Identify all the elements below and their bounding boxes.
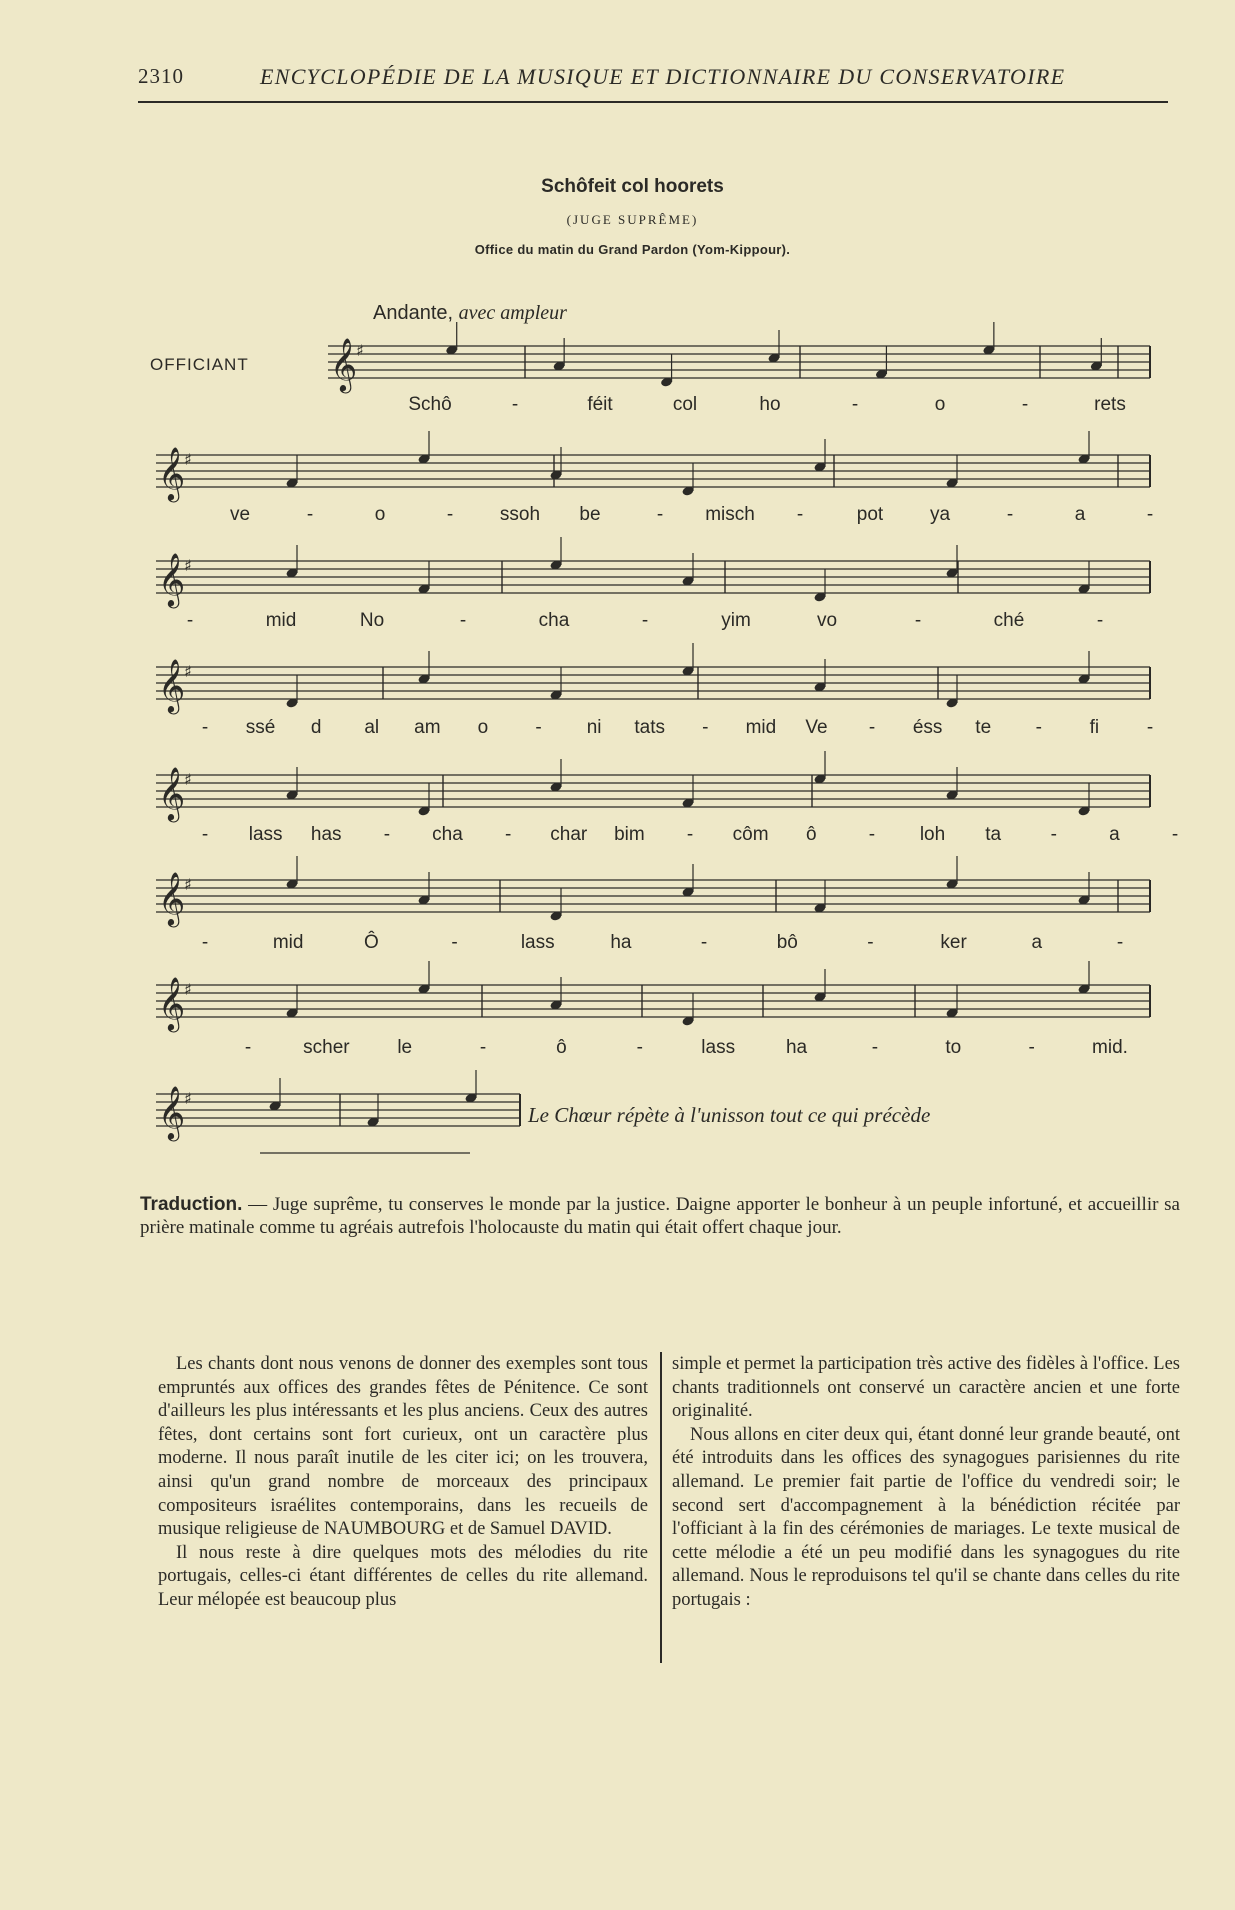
lyric-syllable: - (1006, 504, 1014, 525)
lyric-syllable: le (397, 1037, 413, 1058)
left-paragraph-2: Il nous reste à dire quelques mots des mélodies du rite portugais, celles-ci étant différentes de celles du rite allemand. Leur mélopée est beaucoup plus (158, 1542, 648, 1610)
lyric-syllable: - (306, 504, 314, 525)
lyric-syllable: - (201, 717, 209, 738)
lyric-syllable: - (1021, 394, 1029, 415)
treble-clef-icon: 𝄞 (158, 871, 186, 925)
tempo-plain: Andante, (373, 302, 454, 324)
lyric-syllable: ô (556, 1037, 567, 1058)
column-right (672, 1353, 1180, 1613)
lyric-syllable: al (364, 717, 380, 738)
lyric-syllable: - (851, 394, 859, 415)
lyric-syllable: - (459, 610, 467, 631)
lyric-syllable: - (656, 504, 664, 525)
lyric-syllable: féit (587, 394, 613, 415)
lyric-syllable: côm (732, 824, 769, 845)
lyric-syllable: - (535, 717, 542, 738)
lyric-syllable: mid (265, 610, 297, 631)
lyric-syllable: bim (614, 824, 645, 845)
lyric-syllable: a (1074, 504, 1086, 525)
lyric-syllable: o (477, 717, 489, 738)
column-divider (660, 1352, 662, 1663)
lyric-syllable: ni (586, 717, 602, 738)
lyric-syllable: - (1096, 610, 1104, 631)
translation-label: Traduction. (140, 1194, 243, 1215)
treble-clef-icon: 𝄞 (158, 1085, 186, 1139)
tempo-italic: avec ampleur (458, 302, 567, 324)
lyric-syllable: - (511, 394, 519, 415)
lyric-syllable: - (641, 610, 649, 631)
lyric-syllable: - (686, 824, 694, 845)
lyric-syllable: - (868, 824, 876, 845)
lyric-syllable: - (383, 824, 391, 845)
translation-paragraph (140, 1193, 1180, 1239)
key-signature: ♯ (184, 662, 192, 681)
lyric-syllable: am (414, 717, 441, 738)
lyric-syllable: - (868, 717, 876, 738)
lyric-syllable: has (310, 824, 342, 845)
lyric-syllable: - (1171, 824, 1179, 845)
lyric-syllable: te (975, 717, 992, 738)
treble-clef-icon: 𝄞 (330, 337, 358, 391)
lyric-syllable: cha (432, 824, 463, 845)
right-paragraph-1: simple et permet la participation très active des fidèles à l'office. Les chants traditionnels ont conservé un caractère ancien et une forte originalité. (672, 1354, 1180, 1422)
lyric-syllable: ô (805, 824, 817, 845)
lyric-syllable: - (1116, 932, 1124, 953)
lyric-syllable: to (945, 1037, 962, 1058)
key-signature: ♯ (184, 450, 192, 469)
lyric-syllable: - (1050, 824, 1057, 845)
lyric-syllable: - (867, 932, 874, 953)
treble-clef-icon: 𝄞 (158, 446, 186, 500)
lyric-syllable: - (201, 824, 209, 845)
key-signature: ♯ (184, 875, 192, 894)
lyric-syllable: mid (272, 932, 304, 953)
lyric-syllable: - (700, 932, 708, 953)
lyric-syllable: ssé (245, 717, 276, 738)
lyric-syllable: cha (538, 610, 570, 631)
lyric-syllable: éss (912, 717, 943, 738)
lyric-syllable: o (934, 394, 946, 415)
lyric-syllable: mid (745, 717, 777, 738)
lyric-syllable: ha (785, 1037, 808, 1058)
voice-label: OFFICIANT (150, 355, 249, 374)
lyric-syllable: - (451, 932, 458, 953)
lyric-syllable: - (1028, 1037, 1035, 1058)
treble-clef-icon: 𝄞 (158, 766, 186, 820)
translation-text: — Juge suprême, tu conserves le monde par la justice. Daigne apporter le bonheur à un peuple infortuné, et accueillir sa prière matinale comme tu agréais autrefois l'holocauste du matin qui était offert chaque jour. (140, 1194, 1180, 1238)
lyric-syllable: ker (940, 932, 967, 953)
lyric-syllable: ve (229, 504, 251, 525)
left-paragraph-1: Les chants dont nous venons de donner des exemples sont tous empruntés aux offices des grandes fêtes de Pénitence. Ce sont d'ailleurs les plus intéressants et les plus anciens. Ceux des autres fêtes, dont certains sont fort curieux, ont un caractère plus moderne. Il nous paraît inutile de les citer ici; on les trouvera, ainsi qu'un grand nombre de morceaux des principaux compositeurs israélites contemporains, dans les recueils de musique religieuse de NAUMBOURG et de Samuel DAVID. (158, 1354, 648, 1540)
lyric-syllable: - (871, 1037, 879, 1058)
piece-subtitle: (JUGE SUPRÊME) (566, 212, 699, 227)
lyric-syllable: ché (993, 610, 1025, 631)
lyric-syllable: char (550, 824, 588, 845)
key-signature: ♯ (356, 341, 364, 360)
lyric-syllable: col (672, 394, 698, 415)
lyric-syllable: yim (721, 610, 751, 631)
piece-title: Schôfeit col hoorets (541, 176, 724, 197)
lyric-syllable: tats (634, 717, 666, 738)
choir-instruction: Le Chœur répète à l'unisson tout ce qui précède (528, 1103, 931, 1127)
lyric-syllable: No (359, 610, 385, 631)
lyric-syllable: scher (303, 1037, 350, 1058)
lyric-syllable: d (310, 717, 322, 738)
lyric-syllable: rets (1094, 394, 1126, 415)
lyric-syllable: vo (816, 610, 838, 631)
lyric-syllable: ssoh (499, 504, 541, 525)
lyric-syllable: misch (705, 504, 755, 525)
lyric-syllable: - (446, 504, 454, 525)
lyric-syllable: - (636, 1037, 643, 1058)
treble-clef-icon: 𝄞 (158, 552, 186, 606)
lyric-syllable: be (579, 504, 601, 525)
lyric-syllable: - (479, 1037, 487, 1058)
piece-office: Office du matin du Grand Pardon (Yom-Kippour). (474, 242, 791, 257)
lyric-syllable: pot (856, 504, 884, 525)
lyric-syllable: lass (520, 932, 555, 953)
lyric-syllable: - (504, 824, 512, 845)
right-paragraph-2: Nous allons en citer deux qui, étant donné leur grande beauté, ont été introduits dans les offices des synagogues parisiennes du rite allemand. Le premier fait partie de l'office du vendredi soir; le second sert d'accompagnement à la bénédiction récitée par l'officiant à la fin des cérémonies de mariages. Le texte musical de cette mélodie a été un peu modifié dans les synagogues du rite allemand. Nous le reproduisons tel qu'il se chante dans celles du rite portugais : (672, 1424, 1180, 1610)
lyric-syllable: Ô (363, 932, 379, 953)
lyric-syllable: - (244, 1037, 252, 1058)
key-signature: ♯ (184, 770, 192, 789)
page-number: 2310 (138, 64, 184, 88)
lyric-syllable: bô (776, 932, 798, 953)
lyric-syllable: ho (759, 394, 781, 415)
lyric-syllable: - (1035, 717, 1042, 738)
lyric-syllable: loh (919, 824, 946, 845)
lyric-syllable: lass (701, 1037, 736, 1058)
treble-clef-icon: 𝄞 (158, 976, 186, 1030)
lyric-syllable: - (1146, 504, 1154, 525)
lyric-syllable: - (1146, 717, 1154, 738)
key-signature: ♯ (184, 980, 192, 999)
lyric-syllable: Schô (408, 394, 452, 415)
key-signature: ♯ (184, 556, 192, 575)
lyric-syllable: mid. (1092, 1037, 1128, 1058)
running-title: ENCYCLOPÉDIE DE LA MUSIQUE ET DICTIONNAIRE DU CONSERVATOIRE (260, 64, 1066, 89)
lyric-syllable: ta (985, 824, 1002, 845)
lyric-syllable: - (914, 610, 922, 631)
lyric-syllable: a (1109, 824, 1120, 845)
lyric-syllable: - (796, 504, 804, 525)
lyric-syllable: a (1031, 932, 1043, 953)
lyric-syllable: lass (248, 824, 283, 845)
lyric-syllable: Ve (805, 717, 828, 738)
lyric-syllable: ha (610, 932, 632, 953)
lyric-syllable: - (702, 717, 709, 738)
lyric-syllable: o (374, 504, 386, 525)
lyric-syllable: fi (1089, 717, 1100, 738)
column-left (158, 1353, 648, 1613)
lyric-syllable: - (201, 932, 209, 953)
key-signature: ♯ (184, 1089, 192, 1108)
lyric-syllable: ya (929, 504, 951, 525)
lyric-syllable: - (186, 610, 194, 631)
treble-clef-icon: 𝄞 (158, 658, 186, 712)
